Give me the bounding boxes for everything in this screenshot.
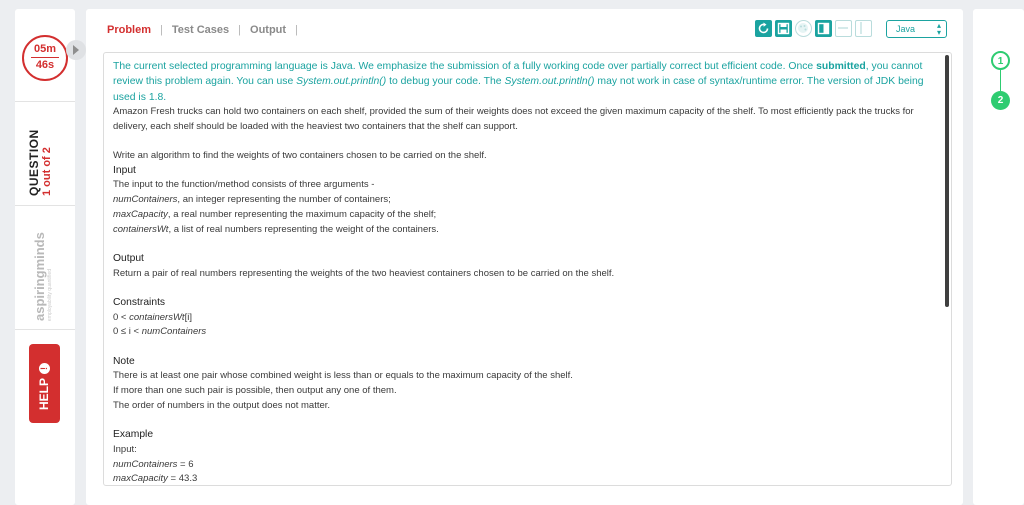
tab-test-cases[interactable]: Test Cases: [171, 24, 230, 36]
question-label: QUESTION: [27, 129, 41, 196]
tab-output[interactable]: Output: [250, 24, 287, 36]
theme-button[interactable]: [795, 20, 812, 37]
question-step-2[interactable]: 2: [991, 91, 1010, 110]
play-arrow-icon: [72, 45, 80, 55]
brand-name: aspiringminds: [32, 232, 47, 321]
sidebar-divider: [15, 329, 75, 330]
constraints-heading: Constraints: [113, 296, 166, 308]
constraint-item: 0 < containersWt[i]: [113, 311, 192, 323]
timer-minutes: 05m: [33, 43, 57, 55]
example-line: maxCapacity = 43.3: [113, 473, 198, 485]
help-label: HELP: [37, 377, 51, 410]
tab-separator: |: [295, 24, 298, 36]
tab-bar: [107, 23, 307, 37]
collapse-toggle-button[interactable]: [66, 40, 86, 60]
question-indicator: [27, 116, 63, 196]
save-icon: [775, 20, 792, 37]
problem-task: Write an algorithm to find the weights of two containers chosen to be carried on the shelf.: [113, 149, 487, 161]
layout-stacked-button[interactable]: [835, 20, 852, 37]
info-icon: !: [39, 363, 50, 374]
left-sidebar: [15, 9, 75, 505]
example-heading: Example: [113, 429, 154, 441]
language-notice: The current selected programming language is Java. We emphasize the submission of a fully working code over partially correct but efficient code. Once submitted, you cannot review this problem again. You can use System.out.println() to debug your code. The System.out.println() may not work in case of syntax/runtime error. The version of JDK being used is 1.8.: [113, 61, 924, 103]
select-arrows-icon: ▴ ▾: [936, 21, 941, 37]
palette-icon: [796, 21, 810, 35]
input-arg: containersWt, a list of real numbers representing the weight of the containers.: [113, 223, 439, 235]
example-input-label: Input:: [113, 443, 137, 455]
input-heading: Input: [113, 164, 136, 176]
sidebar-divider: [15, 205, 75, 206]
main-panel: [86, 9, 963, 505]
question-navigator: [973, 9, 1024, 505]
stacked-view-icon: [836, 21, 850, 35]
language-value: Java: [896, 24, 916, 34]
note-item: The order of numbers in the output does not matter.: [113, 399, 331, 411]
input-arg: maxCapacity, a real number representing the maximum capacity of the shelf;: [113, 208, 437, 220]
question-step-1[interactable]: 1: [991, 51, 1010, 70]
problem-intro: Amazon Fresh trucks can hold two containers on each shelf, provided the sum of their weights does not exceed the given maximum capacity of the shelf. To most efficiently pack the trucks for delivery, each shelf should be loaded with the heaviest two containers that the shelf can support.: [113, 105, 914, 132]
timer-divider: [31, 57, 59, 58]
problem-statement: [103, 52, 952, 486]
output-description: Return a pair of real numbers representing the weights of the two heaviest containers chosen to be carried on the shelf.: [113, 267, 615, 279]
full-view-icon: [856, 21, 870, 35]
question-progress: 1 out of 2: [41, 147, 53, 196]
note-item: If more than one such pair is possible, then output any one of them.: [113, 385, 397, 397]
brand-tagline: employability quantified: [47, 269, 53, 321]
note-item: There is at least one pair whose combined weight is less than or equals to the maximum capacity of the shelf.: [113, 370, 573, 382]
step-connector: [1000, 70, 1001, 91]
split-view-icon: [815, 20, 832, 37]
input-description: The input to the function/method consists of three arguments -: [113, 179, 375, 191]
reset-icon: [755, 20, 772, 37]
input-arg: numContainers, an integer representing the number of containers;: [113, 194, 391, 206]
scrollbar-thumb[interactable]: [945, 55, 949, 307]
language-select[interactable]: [886, 20, 947, 38]
countdown-timer: [22, 35, 68, 81]
tab-separator: |: [160, 24, 163, 36]
note-heading: Note: [113, 355, 135, 367]
help-button[interactable]: [29, 344, 60, 423]
tab-separator: |: [238, 24, 242, 36]
save-button[interactable]: [775, 20, 792, 37]
sidebar-divider: [15, 101, 75, 102]
layout-split-button[interactable]: [815, 20, 832, 37]
example-line: numContainers = 6: [113, 458, 194, 470]
brand-logo: [32, 232, 59, 321]
reset-button[interactable]: [755, 20, 772, 37]
layout-full-button[interactable]: [855, 20, 872, 37]
tab-problem[interactable]: Problem: [107, 24, 152, 36]
constraint-item: 0 ≤ i < numContainers: [113, 326, 207, 338]
output-heading: Output: [113, 252, 144, 264]
timer-seconds: 46s: [35, 59, 55, 71]
